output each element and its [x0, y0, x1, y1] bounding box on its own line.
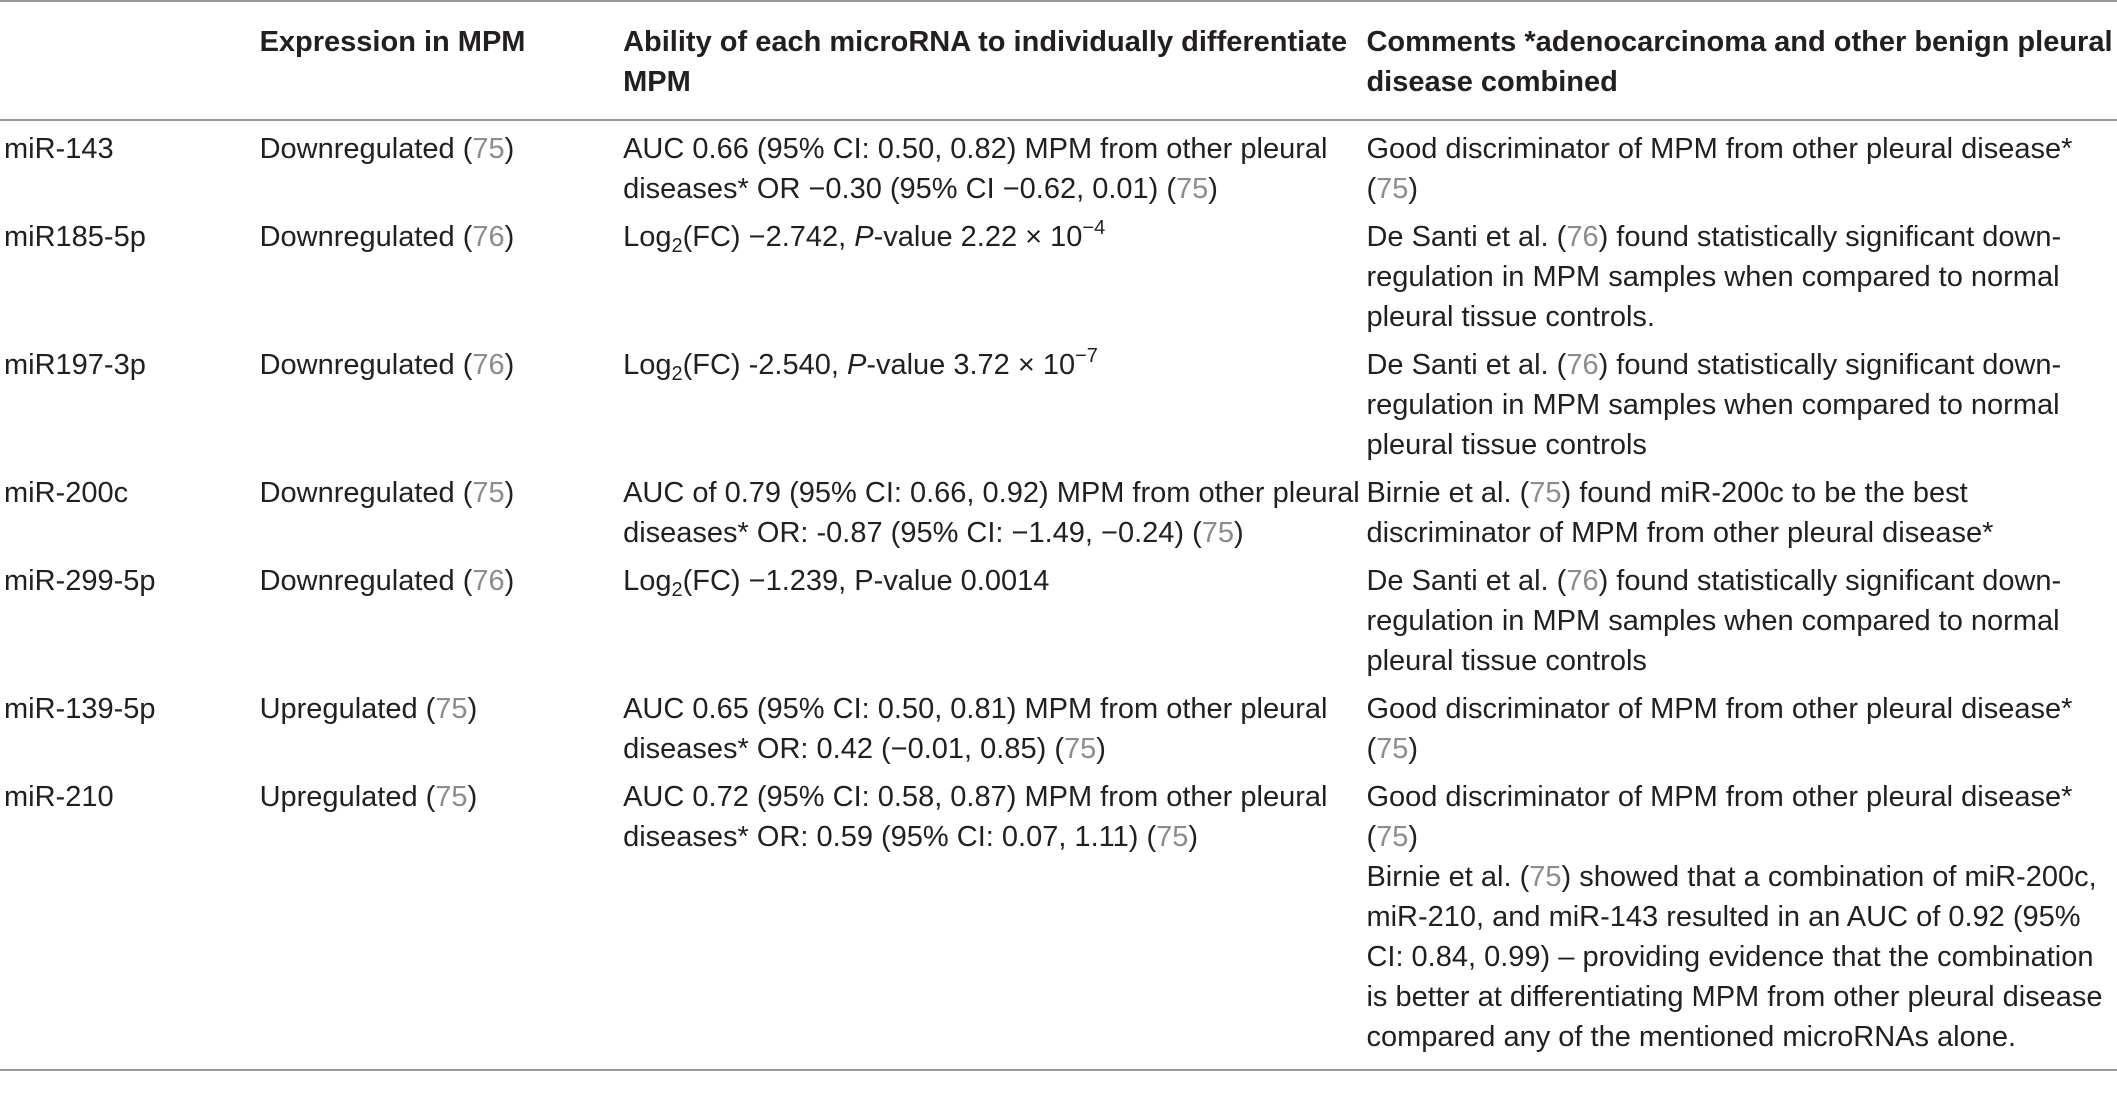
- table-row: [0, 120, 2117, 217]
- expression-cell: Upregulated (75): [260, 777, 624, 1070]
- comment-cell: [1366, 473, 2117, 561]
- expression-text: Downregulated: [259, 565, 455, 597]
- table-header: [0, 1, 2117, 120]
- comment-cell: [1366, 217, 2117, 345]
- expression-cell: Upregulated (75): [259, 693, 478, 725]
- reference-link[interactable]: 76: [472, 565, 505, 597]
- expression-cell: Downregulated (76): [259, 221, 515, 253]
- comment-cell: [1366, 561, 2117, 689]
- reference-link[interactable]: 75: [1063, 733, 1097, 765]
- ability-text: AUC 0.65 (95% CI: 0.50, 0.81) MPM from other pleural diseases* OR: 0.42 (−0.01, 0.85) (: [623, 693, 1328, 765]
- ability-cell: [623, 217, 1366, 345]
- comment-cell: [1366, 120, 2117, 217]
- comment-cell: [1366, 689, 2117, 777]
- comment-text: Good discriminator of MPM from other pleural disease* (: [1366, 781, 2073, 853]
- log-base: 2: [671, 235, 683, 257]
- comment-text: De Santi et al. (: [1366, 221, 1567, 253]
- ability-close: ): [1188, 821, 1199, 853]
- mirna-cell: miR-200c: [4, 477, 129, 509]
- table-row: [0, 777, 2117, 1070]
- log-label: Log: [623, 349, 672, 381]
- p-value: -value 3.72 × 10: [866, 349, 1076, 381]
- p-exponent: −4: [1082, 217, 1106, 239]
- table-body: [0, 120, 2117, 1070]
- header-comments: Comments *adenocarcinoma and other benign pleural disease combined: [1366, 1, 2117, 120]
- ability-close: ): [1208, 173, 1218, 205]
- reference-link[interactable]: 75: [1376, 173, 1409, 205]
- log-value: (FC) −1.239, P-value 0.0014: [682, 565, 1050, 597]
- expression-text: Upregulated: [259, 693, 418, 725]
- p-value: -value 2.22 × 10: [873, 221, 1083, 253]
- comment-text: Birnie et al. (: [1366, 477, 1530, 509]
- comment-text: ) showed that a combination of miR-200c, miR-210, and miR-143 resulted in an AUC of 0.92 (95% CI: 0.84, 0.99) – providing evidence that the combination is better at differentiating MPM from other pleural disease compared any of the mentioned microRNAs alone.: [1366, 861, 2103, 1053]
- reference-link[interactable]: 75: [435, 781, 468, 813]
- log-value: (FC) −2.742,: [682, 221, 855, 253]
- expression-cell: Downregulated (75): [259, 133, 515, 165]
- log-base: 2: [671, 363, 683, 385]
- p-label: P: [854, 221, 874, 253]
- ability-text: AUC 0.72 (95% CI: 0.58, 0.87) MPM from other pleural diseases* OR: 0.59 (95% CI: 0.07, 1.11) (: [623, 781, 1328, 853]
- table-row: [0, 561, 2117, 689]
- reference-link[interactable]: 76: [1566, 221, 1599, 253]
- reference-link[interactable]: 75: [472, 133, 505, 165]
- table-row: [0, 345, 2117, 473]
- comment-line: [1366, 777, 2117, 857]
- header-row: [0, 1, 2117, 120]
- ability-cell: [623, 473, 1366, 561]
- expression-text: Downregulated: [259, 477, 455, 509]
- reference-link[interactable]: 75: [1176, 173, 1209, 205]
- comment-close: ): [1408, 821, 1419, 853]
- mirna-cell: miR-139-5p: [4, 693, 156, 725]
- comment-text: ) found statistically significant down-regulation in MPM samples when compared to normal pleural tissue controls: [1366, 565, 2062, 677]
- comment-text: Birnie et al. (: [1366, 861, 1530, 893]
- comment-text: De Santi et al. (: [1366, 349, 1567, 381]
- comment-close: ): [1408, 173, 1419, 205]
- log-base: 2: [671, 579, 683, 601]
- ability-text: AUC 0.66 (95% CI: 0.50, 0.82) MPM from other pleural diseases* OR −0.30 (95% CI −0.62, 0.01) (: [623, 133, 1328, 205]
- comment-text: ) found statistically significant down-regulation in MPM samples when compared to normal pleural tissue controls.: [1366, 221, 2062, 333]
- header-expression: Expression in MPM: [260, 1, 624, 120]
- ability-cell: [623, 561, 1366, 689]
- p-label: P: [846, 349, 867, 381]
- comment-text: De Santi et al. (: [1366, 565, 1567, 597]
- table-row: [0, 689, 2117, 777]
- comment-text: Good discriminator of MPM from other pleural disease* (: [1366, 693, 2073, 765]
- log-label: Log: [623, 221, 672, 253]
- comment-cell: [1366, 345, 2117, 473]
- reference-link[interactable]: 75: [1376, 733, 1409, 765]
- mirna-cell: miR-143: [4, 133, 114, 165]
- comment-text: ) found statistically significant down-regulation in MPM samples when compared to normal pleural tissue controls: [1366, 349, 2062, 461]
- ability-cell: [623, 120, 1366, 217]
- reference-link[interactable]: 75: [1201, 517, 1235, 549]
- ability-cell: [623, 345, 1366, 473]
- expression-text: Downregulated: [259, 133, 455, 165]
- comment-text: ) found miR-200c to be the best discriminator of MPM from other pleural disease*: [1366, 477, 1994, 549]
- comment-text: Good discriminator of MPM from other pleural disease* (: [1366, 133, 2073, 205]
- reference-link[interactable]: 75: [1156, 821, 1189, 853]
- reference-link[interactable]: 76: [1566, 349, 1599, 381]
- ability-text: AUC of 0.79 (95% CI: 0.66, 0.92) MPM from other pleural diseases* OR: -0.87 (95% CI: −1.49, −0.24) (: [623, 477, 1360, 549]
- reference-link[interactable]: 75: [472, 477, 505, 509]
- mirna-cell: miR-299-5p: [4, 565, 156, 597]
- reference-link[interactable]: 75: [1529, 477, 1562, 509]
- header-mirna: [0, 1, 260, 120]
- comment-cell: [1366, 777, 2117, 1070]
- ability-close: ): [1096, 733, 1106, 765]
- comment-close: ): [1408, 733, 1419, 765]
- reference-link[interactable]: 75: [1529, 861, 1562, 893]
- log-value: (FC) -2.540,: [682, 349, 847, 381]
- table-row: [0, 473, 2117, 561]
- expression-cell: Downregulated (76): [259, 565, 515, 597]
- ability-cell: [623, 689, 1366, 777]
- reference-link[interactable]: 75: [435, 693, 468, 725]
- expression-cell: Downregulated (75): [259, 477, 515, 509]
- table-row: [0, 217, 2117, 345]
- ability-cell: [623, 777, 1366, 1070]
- expression-text: Downregulated: [259, 221, 455, 253]
- header-ability: Ability of each microRNA to individually differentiate MPM: [623, 1, 1366, 120]
- reference-link[interactable]: 76: [472, 221, 505, 253]
- p-exponent: −7: [1075, 345, 1098, 367]
- expression-text: Upregulated: [259, 781, 418, 813]
- ability-close: ): [1234, 517, 1244, 549]
- expression-text: Downregulated: [259, 349, 455, 381]
- mirna-cell: miR-210: [0, 777, 260, 1070]
- reference-link[interactable]: 75: [1376, 821, 1409, 853]
- expression-cell: Downregulated (76): [259, 349, 515, 381]
- mirna-cell: miR197-3p: [4, 349, 146, 381]
- mirna-cell: miR185-5p: [4, 221, 146, 253]
- reference-link[interactable]: 76: [472, 349, 505, 381]
- reference-link[interactable]: 76: [1566, 565, 1599, 597]
- log-label: Log: [623, 565, 672, 597]
